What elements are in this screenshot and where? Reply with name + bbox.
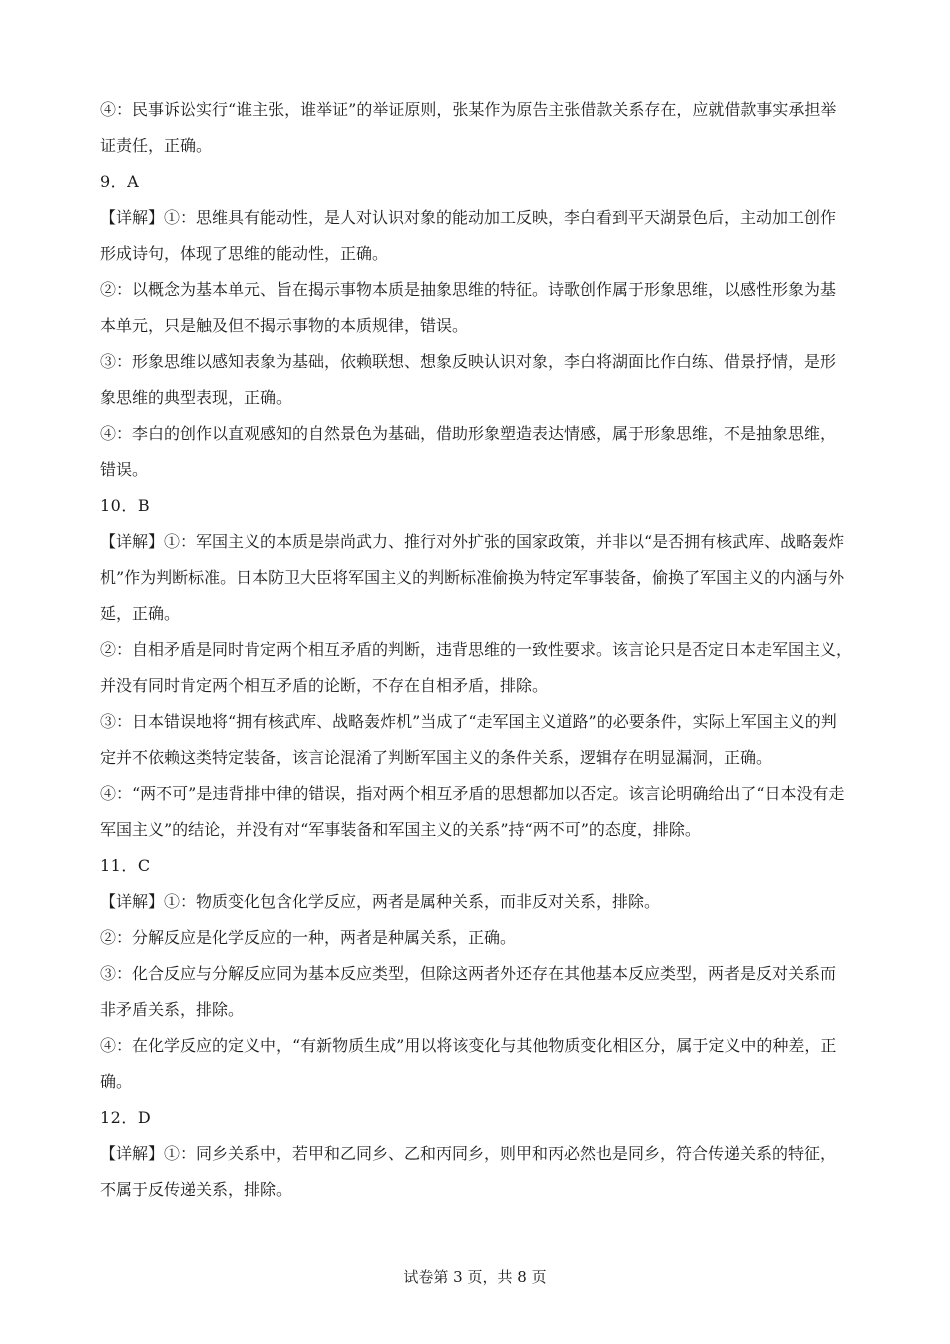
text-line: 【详解】①：思维具有能动性，是人对认识对象的能动加工反映，李白看到平天湖景色后，主动加工创作 (100, 208, 837, 227)
text-line: ②：自相矛盾是同时肯定两个相互矛盾的判断，违背思维的一致性要求。该言论只是否定日本走军国主义， (100, 640, 853, 659)
text-line: ④：在化学反应的定义中，“有新物质生成”用以将该变化与其他物质变化相区分，属于定义中的种差，正 (100, 1036, 837, 1055)
answer-paragraph (100, 200, 860, 272)
text-line: ④：民事诉讼实行“谁主张，谁举证”的举证原则，张某作为原告主张借款关系存在，应就借款事实承担举 (100, 100, 837, 119)
text-line: ②：分解反应是化学反应的一种，两者是种属关系，正确。 (100, 928, 517, 947)
text-line: 延，正确。 (100, 604, 181, 623)
text-line: 10．B (100, 496, 151, 515)
text-line: ②：以概念为基本单元、旨在揭示事物本质是抽象思维的特征。诗歌创作属于形象思维，以感性形象为基 (100, 280, 837, 299)
question-number (100, 488, 860, 524)
text-line: 9．A (100, 172, 140, 191)
answer-paragraph (100, 272, 860, 344)
answer-paragraph (100, 344, 860, 416)
text-line: 确。 (100, 1072, 133, 1091)
question-number (100, 848, 860, 884)
answer-paragraph (100, 1028, 860, 1100)
text-line: ④：“两不可”是违背排中律的错误，指对两个相互矛盾的思想都加以否定。该言论明确给出了“日本没有走 (100, 784, 845, 803)
text-line: ③：化合反应与分解反应同为基本反应类型，但除这两者外还存在其他基本反应类型，两者是反对关系而 (100, 964, 837, 983)
text-line: 形成诗句，体现了思维的能动性，正确。 (100, 244, 389, 263)
text-line: 本单元，只是触及但不揭示事物的本质规律，错误。 (100, 316, 469, 335)
text-line: 机”作为判断标准。日本防卫大臣将军国主义的判断标准偷换为特定军事装备，偷换了军国主义的内涵与外 (100, 568, 845, 587)
answer-paragraph (100, 884, 860, 920)
answer-paragraph (100, 776, 860, 848)
answer-paragraph (100, 632, 860, 704)
text-line: ④：李白的创作以直观感知的自然景色为基础，借助形象塑造表达情感，属于形象思维，不是抽象思维， (100, 424, 837, 443)
document-body (100, 92, 860, 1208)
answer-paragraph (100, 956, 860, 1028)
text-line: 非矛盾关系，排除。 (100, 1000, 245, 1019)
text-line: 【详解】①：同乡关系中，若甲和乙同乡、乙和丙同乡，则甲和丙必然也是同乡，符合传递关系的特征， (100, 1144, 837, 1163)
question-number (100, 164, 860, 200)
text-line: 【详解】①：军国主义的本质是崇尚武力、推行对外扩张的国家政策，并非以“是否拥有核武库、战略轰炸 (100, 532, 845, 551)
answer-paragraph (100, 416, 860, 488)
text-line: 12．D (100, 1108, 152, 1127)
text-line: 错误。 (100, 460, 149, 479)
text-line: 不属于反传递关系，排除。 (100, 1180, 293, 1199)
answer-paragraph (100, 920, 860, 956)
text-line: 定并不依赖这类特定装备，该言论混淆了判断军国主义的条件关系，逻辑存在明显漏洞，正确。 (100, 748, 773, 767)
text-line: 军国主义”的结论，并没有对“军事装备和军国主义的关系”持“两不可”的态度，排除。 (100, 820, 701, 839)
text-line: 11．C (100, 856, 151, 875)
text-line: 并没有同时肯定两个相互矛盾的论断，不存在自相矛盾，排除。 (100, 676, 549, 695)
answer-paragraph (100, 524, 860, 632)
text-line: 【详解】①：物质变化包含化学反应，两者是属种关系，而非反对关系，排除。 (100, 892, 661, 911)
question-number (100, 1100, 860, 1136)
text-line: ③：形象思维以感知表象为基础，依赖联想、想象反映认识对象，李白将湖面比作白练、借景抒情，是形 (100, 352, 837, 371)
text-line: 象思维的典型表现，正确。 (100, 388, 293, 407)
answer-paragraph (100, 1136, 860, 1208)
text-line: 证责任，正确。 (100, 136, 213, 155)
answer-paragraph (100, 92, 860, 164)
page-footer: 试卷第 3 页，共 8 页 (403, 1268, 547, 1286)
answer-paragraph (100, 704, 860, 776)
text-line: ③：日本错误地将“拥有核武库、战略轰炸机”当成了“走军国主义道路”的必要条件，实际上军国主义的判 (100, 712, 837, 731)
